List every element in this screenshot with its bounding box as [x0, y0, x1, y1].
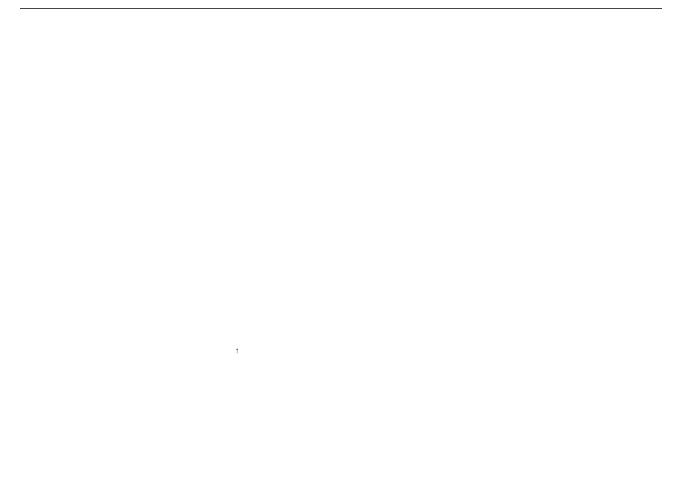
legend-item — [56, 435, 73, 450]
legend-item — [176, 420, 193, 450]
legend-item — [56, 405, 73, 420]
legend-left — [56, 390, 73, 450]
milieu-bottom-label: ↑ — [235, 346, 239, 355]
legend-item — [56, 420, 73, 435]
legend-item — [176, 390, 193, 420]
legend-right — [176, 390, 193, 450]
legend-item — [56, 390, 73, 405]
